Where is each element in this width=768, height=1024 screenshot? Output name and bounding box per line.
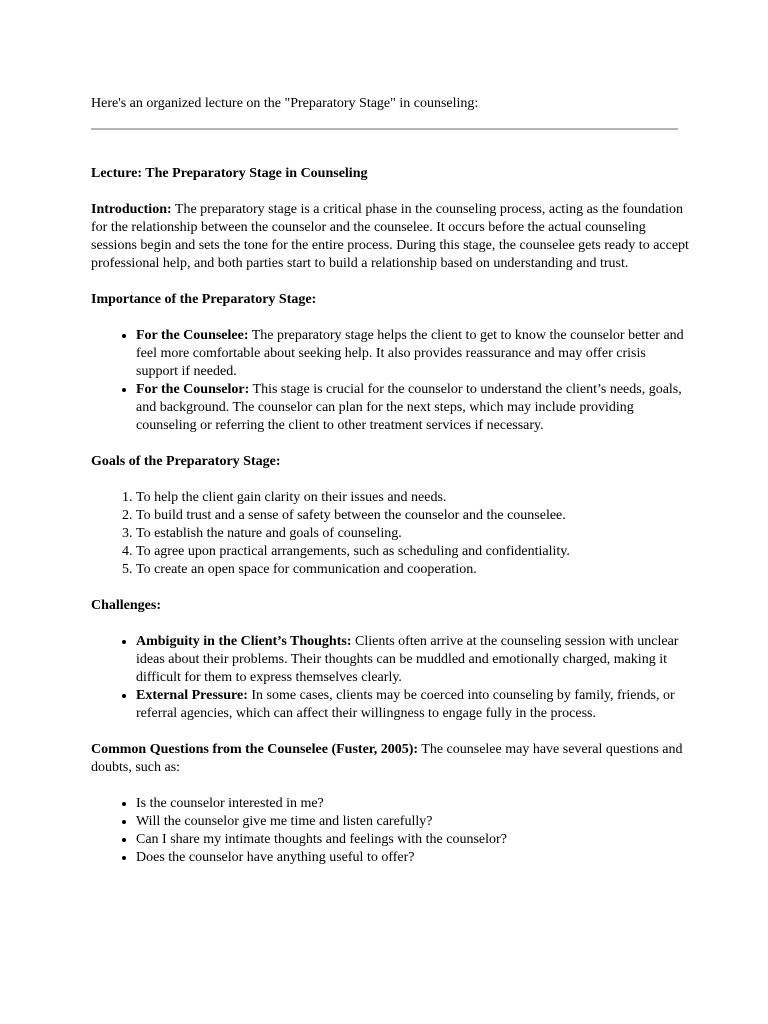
importance-heading bbox=[91, 291, 691, 309]
questions-label: Common Questions from the Counselee (Fuster, 2005): bbox=[91, 742, 419, 757]
lecture-content bbox=[91, 165, 691, 885]
list-item-label: For the Counselee: bbox=[136, 328, 249, 343]
goals-heading-text: Goals of the Preparatory Stage: bbox=[91, 454, 281, 469]
list-item: 4. To agree upon practical arrangements, such as scheduling and confidentiality. bbox=[136, 543, 691, 561]
list-item-text: The preparatory stage helps the client to get to know the counselor better and feel more comfortable about seeking help. It also provides reassurance and may offer crisis support if needed. bbox=[136, 328, 684, 379]
list-item bbox=[136, 381, 691, 435]
importance-list bbox=[91, 327, 691, 435]
list-item bbox=[136, 633, 691, 687]
list-item: 1. To help the client gain clarity on their issues and needs. bbox=[136, 489, 691, 507]
list-item: 3. To establish the nature and goals of counseling. bbox=[136, 525, 691, 543]
list-item: • Is the counselor interested in me? bbox=[136, 795, 691, 813]
lecture-title bbox=[91, 165, 691, 183]
goals-list bbox=[91, 489, 691, 579]
challenges-heading-text: Challenges: bbox=[91, 598, 161, 613]
importance-heading-text: Importance of the Preparatory Stage: bbox=[91, 292, 317, 307]
introduction-paragraph bbox=[91, 201, 691, 273]
list-item: • Will the counselor give me time and listen carefully? bbox=[136, 813, 691, 831]
goals-heading bbox=[91, 453, 691, 471]
introduction-text: The preparatory stage is a critical phase in the counseling process, acting as the foundation for the relationship between the counselor and the counselee. It occurs before the actual counseling sessions begin and sets the tone for the entire process. During this stage, the counselee gets ready to accept professional help, and both parties start to build a relationship based on understanding and trust. bbox=[91, 202, 689, 271]
list-item: • Does the counselor have anything useful to offer? bbox=[136, 849, 691, 867]
questions-list bbox=[91, 795, 691, 867]
list-item bbox=[136, 687, 691, 723]
list-item bbox=[136, 327, 691, 381]
list-item: 5. To create an open space for communication and cooperation. bbox=[136, 561, 691, 579]
intro-line: Here's an organized lecture on the "Preparatory Stage" in counseling: bbox=[91, 96, 479, 111]
questions-text: The counselee may have several questions and doubts, such as: bbox=[91, 742, 683, 775]
list-item: • Can I share my intimate thoughts and feelings with the counselor? bbox=[136, 831, 691, 849]
horizontal-rule bbox=[91, 128, 678, 130]
questions-paragraph bbox=[91, 741, 691, 777]
list-item-label: Ambiguity in the Client’s Thoughts: bbox=[136, 634, 352, 649]
list-item-label: External Pressure: bbox=[136, 688, 248, 703]
list-item-text: In some cases, clients may be coerced into counseling by family, friends, or referral agencies, which can affect their willingness to engage fully in the process. bbox=[136, 688, 675, 721]
list-item-text: This stage is crucial for the counselor to understand the client’s needs, goals, and background. The counselor can plan for the next steps, which may include providing counseling or referring the client to other treatment services if necessary. bbox=[136, 382, 682, 433]
challenges-heading bbox=[91, 597, 691, 615]
challenges-list bbox=[91, 633, 691, 723]
list-item-label: For the Counselor: bbox=[136, 382, 250, 397]
lecture-title-text: Lecture: The Preparatory Stage in Counseling bbox=[91, 166, 368, 181]
list-item-text: Clients often arrive at the counseling session with unclear ideas about their problems. Their thoughts can be muddled and emotionally charged, making it difficult for them to express themselves clearly. bbox=[136, 634, 679, 685]
introduction-label: Introduction: bbox=[91, 202, 172, 217]
list-item: 2. To build trust and a sense of safety between the counselor and the counselee. bbox=[136, 507, 691, 525]
